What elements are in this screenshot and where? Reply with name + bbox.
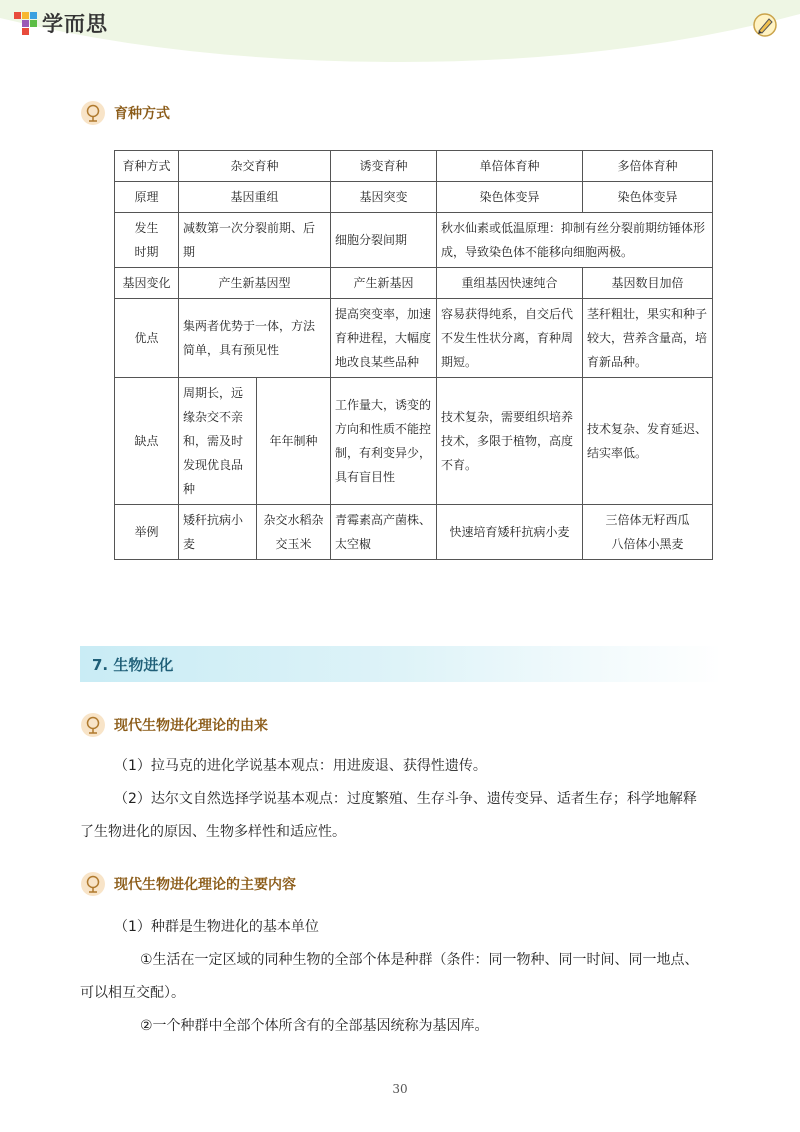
table-cell: 染色体变异 xyxy=(583,182,713,213)
pencil-icon xyxy=(752,12,778,38)
table-cell: 原理 xyxy=(115,182,179,213)
table-cell: 多倍体育种 xyxy=(583,151,713,182)
table-row xyxy=(115,213,713,268)
table-cell: 茎秆粗壮，果实和种子较大，营养含量高，培育新品种。 xyxy=(583,299,713,378)
paragraph: （1）拉马克的进化学说基本观点：用进废退、获得性遗传。 xyxy=(114,758,487,774)
table-cell: 周期长，远缘杂交不亲和，需及时发现优良品种 xyxy=(179,378,257,505)
paragraph: （1）种群是生物进化的基本单位 xyxy=(114,919,319,935)
table-cell: 快速培育矮秆抗病小麦 xyxy=(437,505,583,560)
table-cell: 三倍体无籽西瓜 八倍体小黑麦 xyxy=(583,505,713,560)
section-heading-breeding xyxy=(80,100,170,126)
plant-icon xyxy=(80,712,106,738)
paragraph: （2）达尔文自然选择学说基本观点：过度繁殖、生存斗争、遗传变异、适者生存；科学地解释 xyxy=(114,791,697,807)
table-cell: 育种方式 xyxy=(115,151,179,182)
plant-icon xyxy=(80,871,106,897)
table-cell: 提高突变率，加速育种进程，大幅度地改良某些品种 xyxy=(331,299,437,378)
section-heading-main-content xyxy=(80,871,296,897)
logo-text: 学而思 xyxy=(42,12,108,36)
header-background xyxy=(0,0,800,80)
chapter-title: 7. 生物进化 xyxy=(92,656,174,674)
breeding-methods-table xyxy=(114,150,713,560)
paragraph: ①生活在一定区域的同种生物的全部个体是种群（条件：同一物种、同一时间、同一地点、 xyxy=(140,952,699,968)
table-cell: 单倍体育种 xyxy=(437,151,583,182)
table-row xyxy=(115,378,713,505)
table-cell: 基因变化 xyxy=(115,268,179,299)
table-row xyxy=(115,505,713,560)
table-cell: 技术复杂、发育延迟、结实率低。 xyxy=(583,378,713,505)
section-heading-origin xyxy=(80,712,268,738)
table-cell: 产生新基因 xyxy=(331,268,437,299)
table-cell: 减数第一次分裂前期、后期 xyxy=(179,213,331,268)
table-cell: 优点 xyxy=(115,299,179,378)
table-cell: 基因重组 xyxy=(179,182,331,213)
section-title: 育种方式 xyxy=(114,106,170,122)
table-cell: 重组基因快速纯合 xyxy=(437,268,583,299)
logo-icon xyxy=(12,10,38,36)
table-cell: 基因数目加倍 xyxy=(583,268,713,299)
table-row xyxy=(115,268,713,299)
brand-logo xyxy=(12,8,108,38)
table-cell: 缺点 xyxy=(115,378,179,505)
section-title: 现代生物进化理论的由来 xyxy=(114,718,268,734)
table-cell: 细胞分裂间期 xyxy=(331,213,437,268)
chapter-banner xyxy=(80,646,722,682)
table-row xyxy=(115,182,713,213)
table-cell: 年年制种 xyxy=(257,378,331,505)
paragraph: 了生物进化的原因、生物多样性和适应性。 xyxy=(80,824,346,840)
table-cell: 发生 时期 xyxy=(115,213,179,268)
table-cell: 容易获得纯系，自交后代不发生性状分离，育种周期短。 xyxy=(437,299,583,378)
table-cell: 集两者优势于一体，方法简单，具有预见性 xyxy=(179,299,331,378)
table-cell: 青霉素高产菌株、太空椒 xyxy=(331,505,437,560)
table-cell: 秋水仙素或低温原理：抑制有丝分裂前期纺锤体形成，导致染色体不能移向细胞两极。 xyxy=(437,213,713,268)
paragraph: 可以相互交配）。 xyxy=(80,985,185,1001)
page-number: 30 xyxy=(392,1082,408,1096)
table-cell: 矮秆抗病小麦 xyxy=(179,505,257,560)
section-title: 现代生物进化理论的主要内容 xyxy=(114,877,296,893)
plant-icon xyxy=(80,100,106,126)
table-cell: 基因突变 xyxy=(331,182,437,213)
table-cell: 工作量大，诱变的方向和性质不能控制，有利变异少，具有盲目性 xyxy=(331,378,437,505)
table-row xyxy=(115,151,713,182)
table-cell: 举例 xyxy=(115,505,179,560)
table-cell: 杂交育种 xyxy=(179,151,331,182)
table-row xyxy=(115,299,713,378)
table-cell: 染色体变异 xyxy=(437,182,583,213)
table-cell: 诱变育种 xyxy=(331,151,437,182)
table-cell: 技术复杂，需要组织培养技术，多限于植物，高度不育。 xyxy=(437,378,583,505)
table-cell: 杂交水稻杂交玉米 xyxy=(257,505,331,560)
table-cell: 产生新基因型 xyxy=(179,268,331,299)
paragraph: ②一个种群中全部个体所含有的全部基因统称为基因库。 xyxy=(140,1018,489,1034)
